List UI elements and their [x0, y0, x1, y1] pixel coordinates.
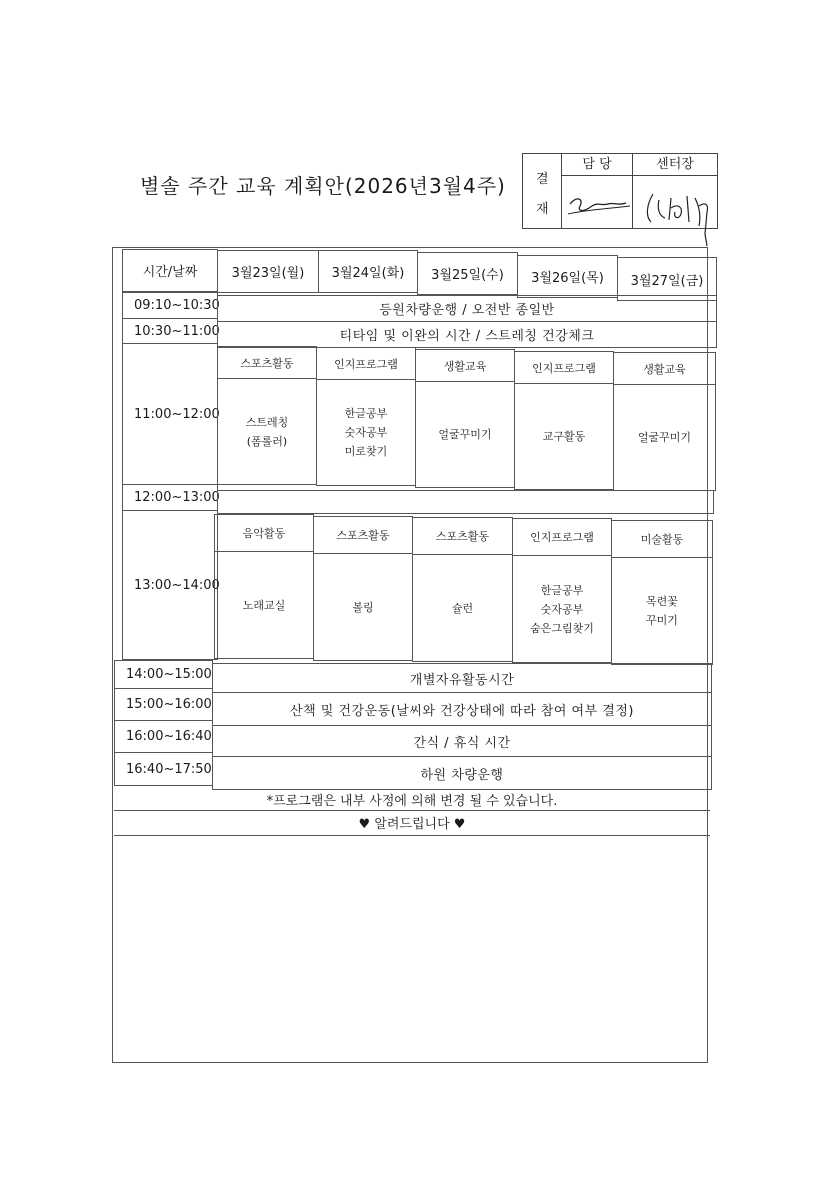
- activity-1100-thu: 교구활동: [514, 383, 614, 490]
- signature-manager-image: [562, 176, 634, 230]
- header-day-mon: 3월23일(월): [217, 250, 319, 293]
- activity-1500: 산책 및 건강운동(날씨와 건강상태에 따라 참여 여부 결정): [212, 692, 712, 726]
- header-day-tue: 3월24일(화): [318, 250, 418, 293]
- activity-1300-mon: 노래교실: [214, 551, 314, 659]
- category-1100-fri: 생활교육: [613, 352, 716, 385]
- category-1100-tue: 인지프로그램: [316, 347, 416, 380]
- category-1100-wed: 생활교육: [415, 349, 515, 382]
- notice-text: *프로그램은 내부 사정에 의해 변경 될 수 있습니다.: [266, 794, 558, 809]
- time-slot-1300: 13:00~14:00: [122, 510, 218, 660]
- header-time-date: 시간/날짜: [122, 249, 218, 292]
- approval-side-label-bottom: 재: [536, 202, 549, 217]
- category-1100-thu: 인지프로그램: [514, 351, 614, 384]
- header-day-thu: 3월26일(목): [517, 255, 618, 298]
- approval-header-director: 센터장: [632, 153, 718, 176]
- document-title: 별솔 주간 교육 계획안(2026년3월4주): [140, 174, 506, 198]
- time-slot-1400: 14:00~15:00: [114, 660, 213, 689]
- notice-row: [114, 789, 710, 811]
- time-slot-1030: 10:30~11:00: [122, 318, 218, 344]
- category-1100-mon: 스포츠활동: [217, 346, 317, 379]
- activity-1640: 하원 차량운행: [212, 756, 712, 790]
- category-1300-mon: 음악활동: [214, 514, 314, 552]
- time-slot-0910: 09:10~10:30: [122, 292, 218, 319]
- announce-row: [114, 810, 710, 836]
- category-1300-thu: 인지프로그램: [512, 518, 612, 556]
- activity-1300-fri: 목련꽃 꾸미기: [611, 557, 713, 665]
- signature-director-image: [633, 176, 719, 256]
- category-1300-fri: 미술활동: [611, 520, 713, 558]
- header-day-fri: 3월27일(금): [617, 257, 717, 301]
- time-slot-1100: 11:00~12:00: [122, 343, 218, 485]
- approval-side-label: [522, 153, 562, 229]
- activity-1030: 티타임 및 이완의 시간 / 스트레칭 건강체크: [217, 321, 717, 348]
- activity-1100-tue: 한글공부 숫자공부 미로찾기: [316, 379, 416, 486]
- category-1300-tue: 스포츠활동: [313, 516, 413, 554]
- activity-1100-mon: 스트레칭 (폼롤러): [217, 378, 317, 485]
- activity-1100-wed: 얼굴꾸미기: [415, 381, 515, 488]
- approval-header-manager: 담 당: [561, 153, 633, 176]
- activity-1200: [217, 490, 714, 514]
- activity-1600: 간식 / 휴식 시간: [212, 725, 712, 757]
- activity-1300-thu: 한글공부 숫자공부 숨은그림찾기: [512, 555, 612, 663]
- activity-1100-fri: 얼굴꾸미기: [613, 384, 716, 491]
- time-slot-1200: 12:00~13:00: [122, 484, 218, 511]
- activity-1300-tue: 볼링: [313, 553, 413, 661]
- time-slot-1500: 15:00~16:00: [114, 688, 213, 721]
- activity-1300-wed: 슐런: [412, 554, 513, 662]
- header-day-wed: 3월25일(수): [417, 252, 518, 295]
- activity-0910: 등원차량운행 / 오전반 종일반: [217, 295, 717, 322]
- approval-side-label-top: 결: [536, 172, 549, 187]
- approval-signature-director: [632, 175, 718, 229]
- activity-1400: 개별자유활동시간: [212, 663, 712, 693]
- time-slot-1640: 16:40~17:50: [114, 752, 213, 786]
- approval-box: [522, 153, 718, 229]
- announce-text: ♥ 알려드립니다 ♥: [358, 817, 466, 832]
- time-slot-1600: 16:00~16:40: [114, 720, 213, 753]
- approval-signature-manager: [561, 175, 633, 229]
- category-1300-wed: 스포츠활동: [412, 517, 513, 555]
